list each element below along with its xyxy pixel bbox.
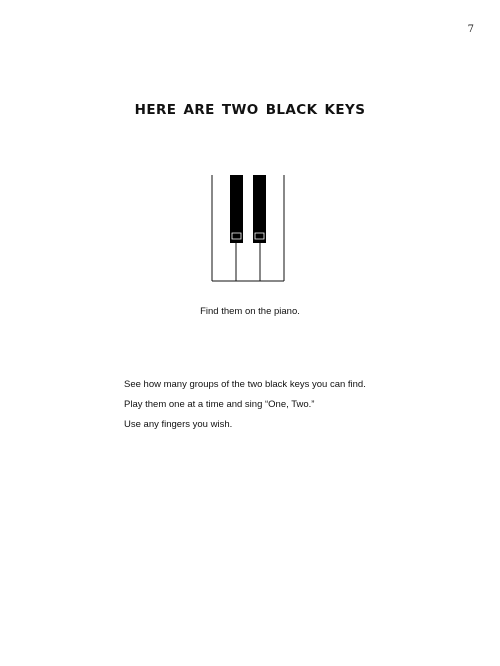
instruction-line: See how many groups of the two black keys you can find. [124,379,366,390]
instruction-line: Use any fingers you wish. [124,419,233,430]
instructions [124,375,366,435]
page-number: 7 [467,24,474,35]
page-title: HERE ARE TWO BLACK KEYS [134,102,366,118]
black-key-1 [230,175,243,243]
instruction-line: Play them one at a time and sing “One, Two.” [124,399,315,410]
black-key-2 [253,175,266,243]
caption: Find them on the piano. [200,306,300,317]
piano-keys-illustration [211,175,285,286]
